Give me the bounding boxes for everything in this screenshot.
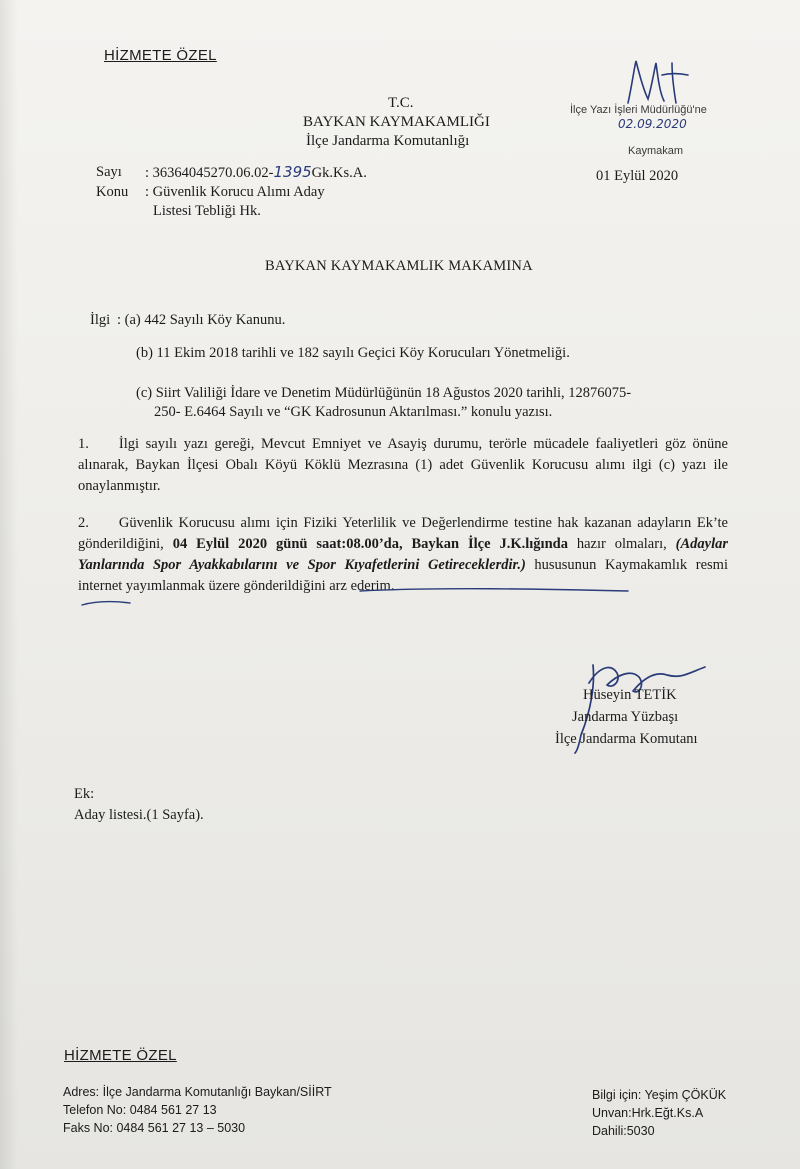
document-date: 01 Eylül 2020 — [596, 168, 679, 184]
footer-phone: Telefon No: 0484 561 27 13 — [63, 1103, 217, 1117]
footer-dahili: Dahili:5030 — [592, 1124, 655, 1138]
classification-bottom: HİZMETE ÖZEL — [64, 1047, 177, 1064]
routing-stamp-kaymakam: Kaymakam — [628, 145, 684, 157]
paragraph-2-bold: 04 Eylül 2020 günü saat:08.00’da, Baykan İlçe J.K.lığında — [172, 536, 568, 552]
signer-title: İlçe Jandarma Komutanı — [555, 731, 698, 747]
paragraph-1 — [78, 434, 728, 497]
ilgi-a: : (a) 442 Sayılı Köy Kanunu. — [117, 312, 286, 328]
header-tc: T.C. — [388, 95, 414, 111]
attachment-label: Ek: — [74, 786, 95, 802]
routing-stamp-date: 02.09.2020 — [618, 117, 687, 131]
ilgi-c-line2: 250- E.6464 Sayılı ve “GK Kadrosunun Aktarılması.” konulu yazısı. — [154, 404, 553, 420]
signer-name: Hüseyin TETİK — [583, 687, 677, 703]
paragraph-2-text-b: hazır olmaları, — [567, 536, 676, 552]
header-komutanlik: İlçe Jandarma Komutanlığı — [306, 133, 470, 149]
hand-underline-icon — [80, 585, 640, 609]
paragraph-1-number: 1. — [78, 436, 89, 452]
sayi-value: : 36364045270.06.02-1395Gk.Ks.A. — [145, 163, 367, 181]
footer-info: Bilgi için: Yeşim ÇÖKÜK — [592, 1088, 727, 1102]
header-kaymakamlik: BAYKAN KAYMAKAMLIĞI — [303, 114, 490, 130]
sayi-handwritten-number: 1395 — [273, 163, 312, 181]
paragraph-2-text-c: hususunun Kaymakamlık resmi internet yayımlanmak üzere gönderildiğini arz ederim. — [78, 557, 728, 594]
sayi-label: Sayı — [96, 164, 122, 180]
page-edge-shadow — [0, 0, 18, 1169]
classification-top: HİZMETE ÖZEL — [104, 47, 217, 64]
konu-line1: : Güvenlik Korucu Alımı Aday — [145, 184, 325, 200]
footer-address: Adres: İlçe Jandarma Komutanlığı Baykan/SİİRT — [63, 1085, 332, 1099]
ilgi-c-line1: (c) Siirt Valiliği İdare ve Denetim Müdürlüğünün 18 Ağustos 2020 tarihli, 12876075- — [136, 385, 632, 401]
routing-stamp-line1: İlçe Yazı İşleri Müdürlüğü'ne — [570, 104, 707, 116]
attachment-item: Aday listesi.(1 Sayfa). — [74, 807, 204, 823]
footer-fax: Faks No: 0484 561 27 13 – 5030 — [63, 1121, 246, 1135]
paragraph-2-number: 2. — [78, 515, 89, 531]
signer-rank: Jandarma Yüzbaşı — [572, 709, 679, 725]
addressee: BAYKAN KAYMAKAMLIK MAKAMINA — [265, 258, 533, 274]
konu-label: Konu — [96, 184, 129, 200]
kaymakam-initials-icon — [622, 55, 692, 110]
paragraph-2-text-a: Güvenlik Korucusu alımı için Fiziki Yeterlilik ve Değerlendirme testine hak kazanan adayların Ek’te gönderildiğini, — [78, 515, 728, 552]
konu-line2: Listesi Tebliği Hk. — [153, 203, 261, 219]
paragraph-2-bold-italic: (Adaylar Yanlarında Spor Ayakkabılarını ve Spor Kıyafetlerini Getireceklerdir.) — [78, 536, 729, 573]
paragraph-1-text: İlgi sayılı yazı gereği, Mevcut Emniyet ve Asayiş durumu, terörle mücadele faaliyetleri göz önüne alınarak, Baykan İlçesi Obalı Köyü Köklü Mezrasına (1) adet Güvenlik Korucusu alımı ilgi (c) yazı ile onaylanmıştır. — [78, 436, 728, 494]
ilgi-b: (b) 11 Ekim 2018 tarihli ve 182 sayılı Geçici Köy Korucuları Yönetmeliği. — [136, 345, 570, 361]
ilgi-label: İlgi — [90, 312, 111, 328]
footer-unvan: Unvan:Hrk.Eğt.Ks.A — [592, 1106, 704, 1120]
